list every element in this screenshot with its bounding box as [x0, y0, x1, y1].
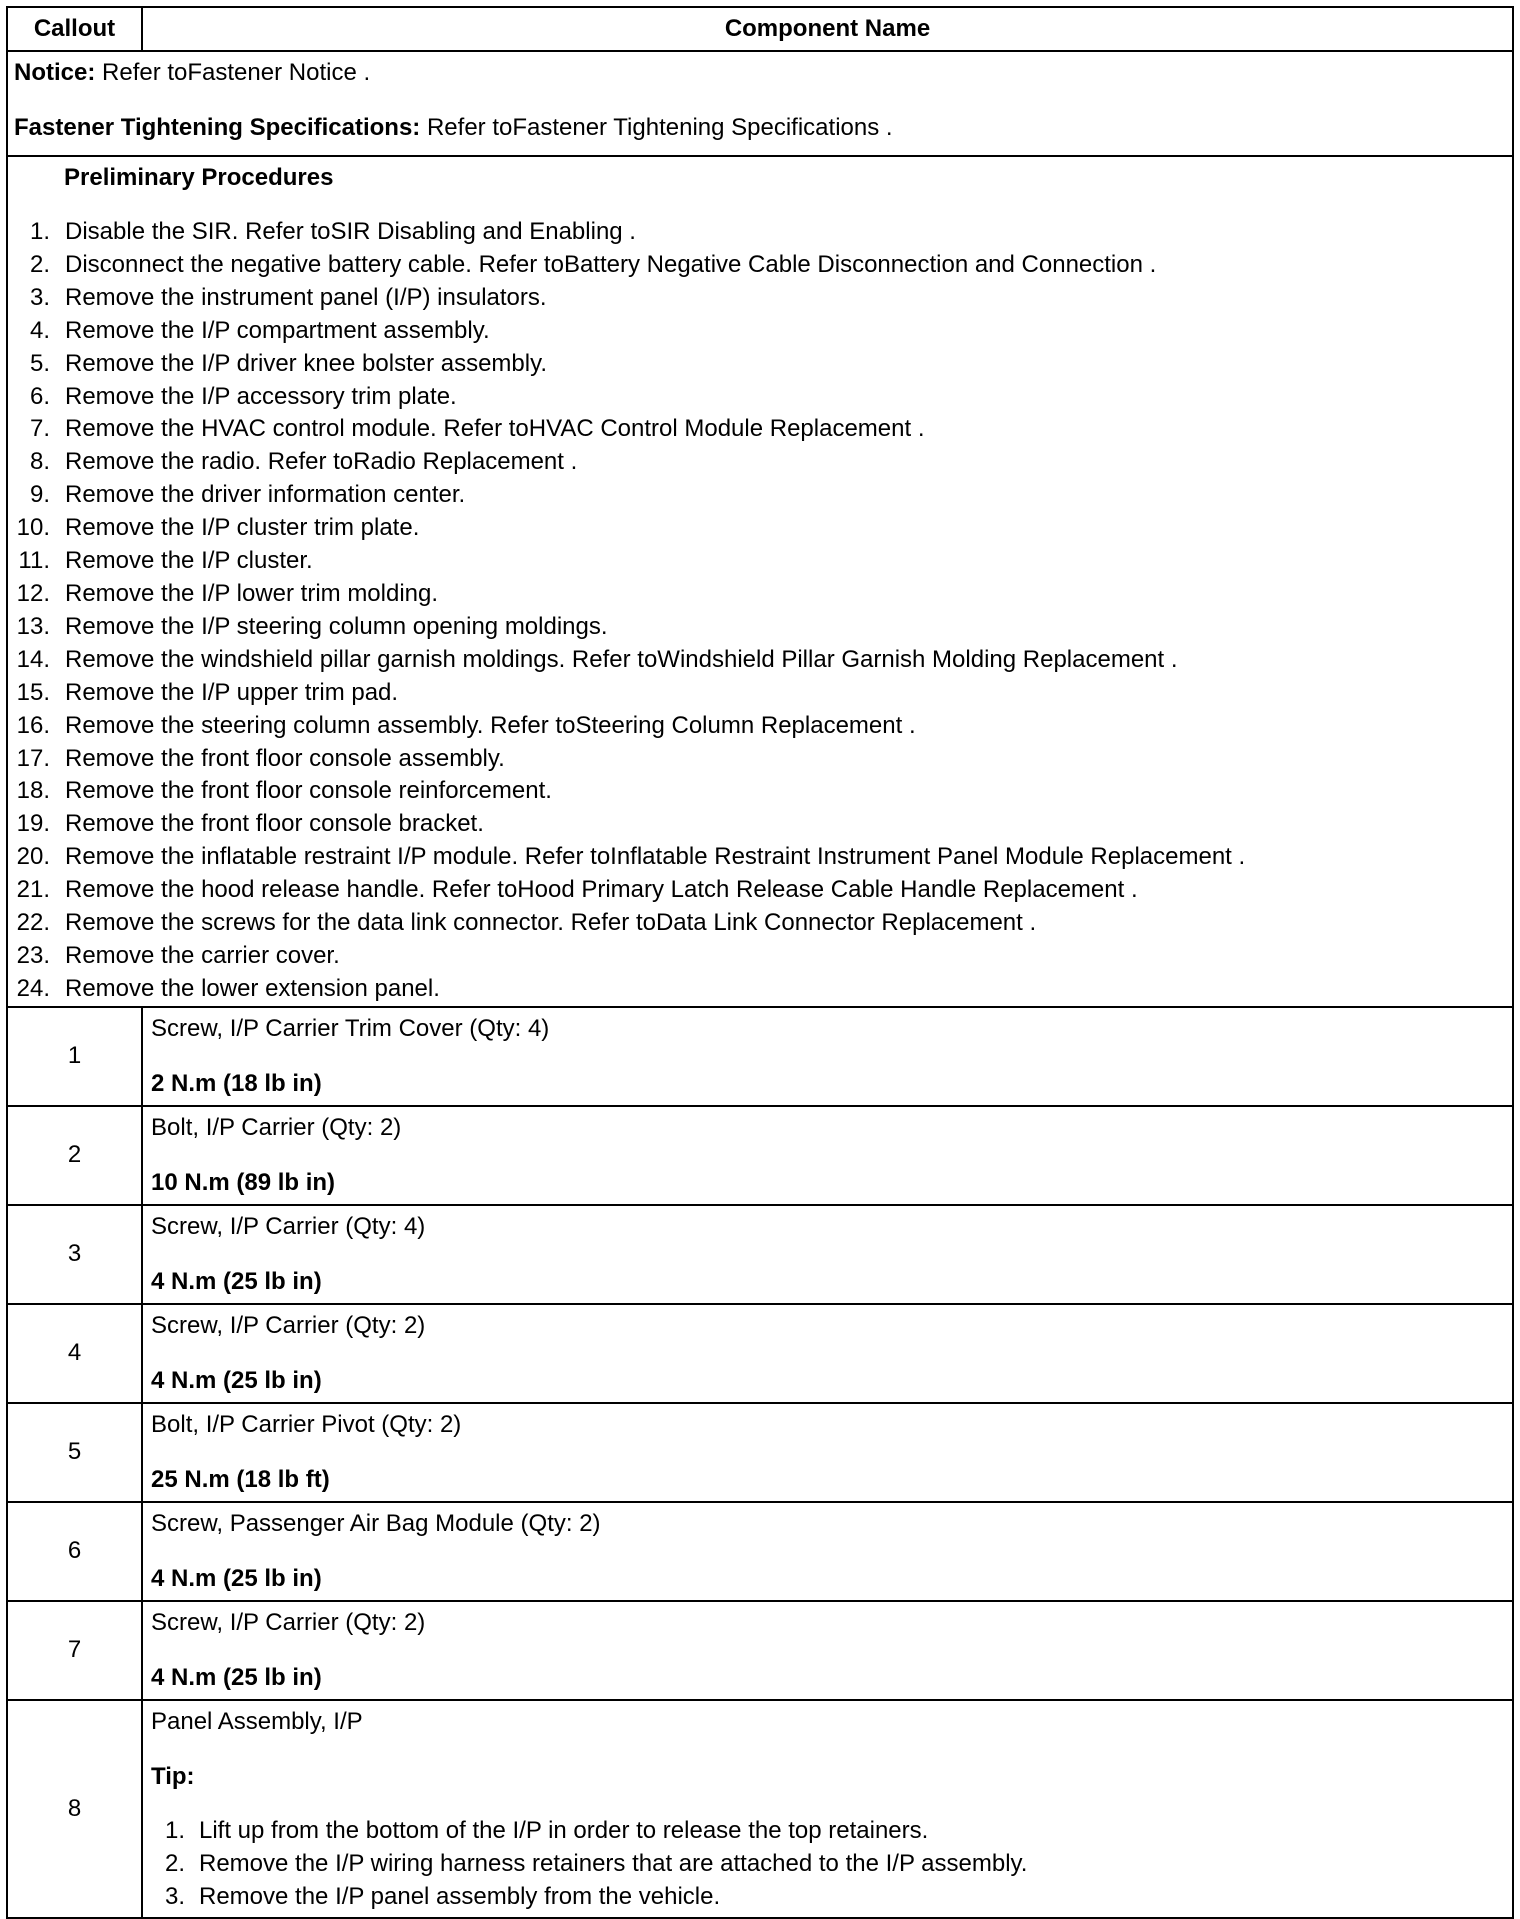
- callout-number: 5: [7, 1403, 142, 1502]
- component-row: [7, 1304, 1513, 1403]
- preliminary-step: [8, 743, 1512, 776]
- preliminary-step: [8, 578, 1512, 611]
- component-name: Screw, I/P Carrier (Qty: 2): [151, 1311, 426, 1339]
- step-text: Remove the instrument panel (I/P) insulators.: [65, 283, 547, 311]
- callout-number: 7: [7, 1601, 142, 1700]
- component-name: Bolt, I/P Carrier (Qty: 2): [151, 1113, 402, 1141]
- preliminary-step: [8, 315, 1512, 348]
- step-text: Remove the HVAC control module. Refer toHVAC Control Module Replacement .: [65, 415, 925, 443]
- step-text: Remove the I/P lower trim molding.: [65, 579, 439, 607]
- step-text: Remove the radio. Refer toRadio Replacement .: [65, 448, 578, 476]
- component-table: [6, 6, 1514, 1919]
- step-text: Remove the inflatable restraint I/P module. Refer toInflatable Restraint Instrument Panel Module Replacement .: [65, 843, 1246, 871]
- tip-step: [151, 1848, 1504, 1881]
- spec-text: Refer toFastener Tightening Specifications .: [420, 114, 893, 141]
- step-text: Remove the I/P steering column opening moldings.: [65, 612, 608, 640]
- preliminary-step: [8, 348, 1512, 381]
- component-row: [7, 1007, 1513, 1106]
- step-text: Disconnect the negative battery cable. Refer toBattery Negative Cable Disconnection and Connection .: [65, 250, 1157, 278]
- step-number: 6.: [29, 382, 50, 410]
- torque-spec: 10 N.m (89 lb in): [151, 1168, 336, 1196]
- step-text: Remove the front floor console assembly.: [65, 744, 505, 772]
- component-cell: [142, 1601, 1513, 1700]
- spec-line: [14, 111, 1506, 144]
- table-header-row: [7, 7, 1513, 51]
- step-text: Remove the I/P cluster.: [65, 547, 313, 575]
- step-number: 16.: [16, 711, 50, 739]
- step-number: 17.: [16, 744, 50, 772]
- step-text: Remove the hood release handle. Refer toHood Primary Latch Release Cable Handle Replacement .: [65, 876, 1138, 904]
- step-text: Remove the screws for the data link connector. Refer toData Link Connector Replacement .: [65, 909, 1037, 937]
- step-number: 2.: [29, 250, 50, 278]
- callout-number: 4: [7, 1304, 142, 1403]
- component-name-column-header: Component Name: [142, 7, 1513, 51]
- tip-step-text: Lift up from the bottom of the I/P in order to release the top retainers.: [199, 1816, 929, 1844]
- component-cell: [142, 1403, 1513, 1502]
- step-number: 13.: [16, 612, 50, 640]
- component-row: [7, 1205, 1513, 1304]
- preliminary-step: [8, 479, 1512, 512]
- component-cell: [142, 1304, 1513, 1403]
- callout-number: 6: [7, 1502, 142, 1601]
- preliminary-step: [8, 775, 1512, 808]
- procedure-document: [6, 6, 1514, 1910]
- step-text: Remove the front floor console reinforcement.: [65, 777, 552, 805]
- step-number: 24.: [16, 974, 50, 1002]
- notice-cell: [7, 51, 1513, 156]
- preliminary-step: [8, 677, 1512, 710]
- step-number: 18.: [16, 777, 50, 805]
- step-text: Remove the I/P accessory trim plate.: [65, 382, 457, 410]
- preliminary-step: [8, 710, 1512, 743]
- component-name: Screw, I/P Carrier Trim Cover (Qty: 4): [151, 1014, 550, 1042]
- step-number: 12.: [16, 579, 50, 607]
- tip-step-number: 2.: [164, 1849, 185, 1877]
- step-number: 9.: [29, 481, 50, 509]
- callout-number: 2: [7, 1106, 142, 1205]
- step-text: Remove the front floor console bracket.: [65, 810, 484, 838]
- torque-spec: 2 N.m (18 lb in): [151, 1069, 322, 1097]
- step-text: Remove the driver information center.: [65, 481, 466, 509]
- component-row: [7, 1601, 1513, 1700]
- torque-spec: 25 N.m (18 lb ft): [151, 1465, 330, 1493]
- step-text: Remove the lower extension panel.: [65, 974, 440, 1002]
- step-text: Remove the carrier cover.: [65, 941, 340, 969]
- tip-step: [151, 1815, 1504, 1848]
- preliminary-step: [8, 808, 1512, 841]
- notice-line: [14, 56, 1506, 89]
- component-name: Screw, Passenger Air Bag Module (Qty: 2): [151, 1509, 601, 1537]
- step-number: 4.: [29, 316, 50, 344]
- torque-spec: 4 N.m (25 lb in): [151, 1267, 322, 1295]
- preliminary-step: [8, 874, 1512, 907]
- tip-step: [151, 1881, 1504, 1914]
- step-number: 21.: [16, 876, 50, 904]
- tip-step-number: 1.: [164, 1816, 185, 1844]
- step-number: 8.: [29, 448, 50, 476]
- step-text: Remove the I/P compartment assembly.: [65, 316, 490, 344]
- preliminary-step: [8, 249, 1512, 282]
- preliminary-cell: [7, 156, 1513, 1007]
- spec-label: Fastener Tightening Specifications:: [14, 114, 421, 141]
- preliminary-step: [8, 611, 1512, 644]
- step-number: 20.: [16, 843, 50, 871]
- step-number: 22.: [16, 909, 50, 937]
- component-name: Screw, I/P Carrier (Qty: 2): [151, 1608, 426, 1636]
- preliminary-step: [8, 446, 1512, 479]
- step-number: 5.: [29, 349, 50, 377]
- step-number: 1.: [29, 218, 50, 245]
- step-number: 19.: [16, 810, 50, 838]
- step-text: Remove the I/P cluster trim plate.: [65, 514, 420, 542]
- tip-label: Tip:: [151, 1762, 195, 1790]
- preliminary-step: [8, 907, 1512, 940]
- step-text: Disable the SIR. Refer toSIR Disabling and Enabling .: [65, 218, 636, 245]
- tip-step-text: Remove the I/P wiring harness retainers that are attached to the I/P assembly.: [199, 1849, 1028, 1877]
- component-row: [7, 1502, 1513, 1601]
- component-cell: [142, 1502, 1513, 1601]
- torque-spec: 4 N.m (25 lb in): [151, 1564, 322, 1592]
- preliminary-step: [8, 841, 1512, 874]
- component-row: [7, 1403, 1513, 1502]
- callout-number: 3: [7, 1205, 142, 1304]
- preliminary-step: [8, 512, 1512, 545]
- preliminary-step: [8, 545, 1512, 578]
- callout-number: 1: [7, 1007, 142, 1106]
- step-number: 7.: [29, 415, 50, 443]
- component-name: Screw, I/P Carrier (Qty: 4): [151, 1212, 426, 1240]
- step-text: Remove the I/P driver knee bolster assembly.: [65, 349, 547, 377]
- step-text: Remove the steering column assembly. Refer toSteering Column Replacement .: [65, 711, 916, 739]
- notice-text: Refer toFastener Notice .: [95, 59, 371, 86]
- component-cell: [142, 1700, 1513, 1918]
- notice-label: Notice:: [14, 59, 96, 86]
- component-name: Bolt, I/P Carrier Pivot (Qty: 2): [151, 1410, 462, 1438]
- torque-spec: 4 N.m (25 lb in): [151, 1366, 322, 1394]
- notice-row: [7, 51, 1513, 156]
- callout-number: 8: [7, 1700, 142, 1918]
- preliminary-step: [8, 413, 1512, 446]
- component-cell: [142, 1205, 1513, 1304]
- component-row: [7, 1700, 1513, 1918]
- tip-step-number: 3.: [164, 1882, 185, 1910]
- tip-step-text: Remove the I/P panel assembly from the vehicle.: [199, 1882, 721, 1910]
- step-number: 11.: [18, 547, 50, 575]
- component-name: Panel Assembly, I/P: [151, 1707, 363, 1735]
- preliminary-step: [8, 216, 1512, 249]
- torque-spec: 4 N.m (25 lb in): [151, 1663, 322, 1691]
- preliminary-step: [8, 644, 1512, 677]
- preliminary-steps-list: [8, 216, 1512, 1006]
- component-row: [7, 1106, 1513, 1205]
- preliminary-step: [8, 940, 1512, 973]
- preliminary-row: [7, 156, 1513, 1007]
- step-text: Remove the I/P upper trim pad.: [65, 678, 399, 706]
- step-text: Remove the windshield pillar garnish moldings. Refer toWindshield Pillar Garnish Molding Replacement .: [65, 645, 1178, 673]
- preliminary-step: [8, 282, 1512, 315]
- step-number: 3.: [29, 283, 50, 311]
- callout-column-header: Callout: [7, 7, 142, 51]
- preliminary-title: Preliminary Procedures: [64, 164, 334, 191]
- step-number: 15.: [16, 678, 50, 706]
- step-number: 14.: [16, 645, 50, 673]
- preliminary-step: [8, 973, 1512, 1006]
- step-number: 10.: [16, 514, 50, 542]
- preliminary-step: [8, 381, 1512, 414]
- component-cell: [142, 1007, 1513, 1106]
- step-number: 23.: [16, 941, 50, 969]
- component-cell: [142, 1106, 1513, 1205]
